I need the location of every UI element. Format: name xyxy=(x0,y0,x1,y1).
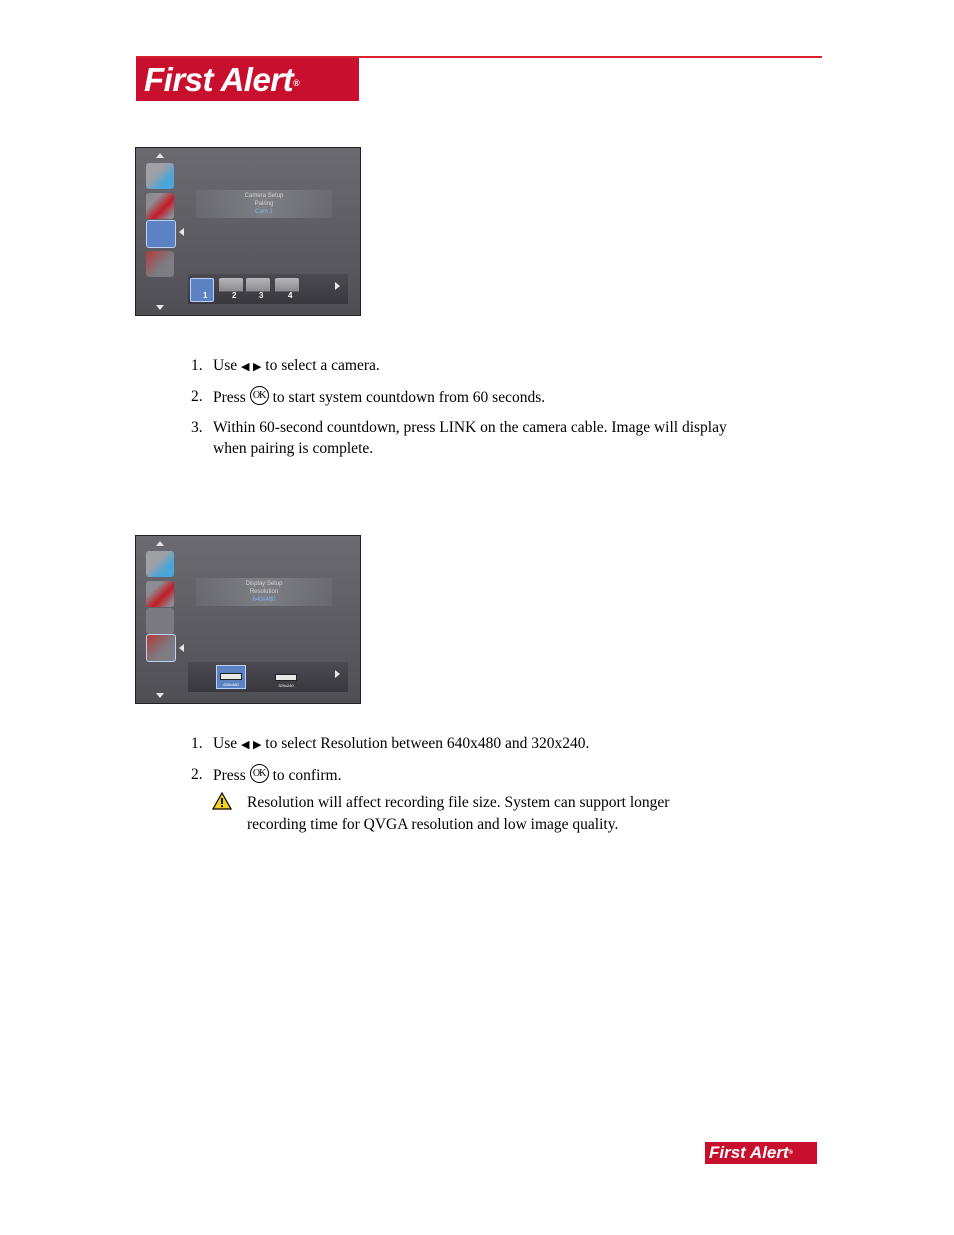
step-number: 3. xyxy=(191,419,203,436)
step-number: 2. xyxy=(191,766,203,783)
registered-mark: ® xyxy=(293,78,300,88)
setup-menu-column xyxy=(145,546,175,696)
brand-logo xyxy=(136,58,359,101)
step-text: to start system countdown from 60 seconds. xyxy=(272,389,546,406)
alarm-setup-icon xyxy=(146,193,174,219)
display-setup-icon xyxy=(146,634,176,662)
camera-select-bar xyxy=(188,274,348,304)
recording-setup-icon xyxy=(146,251,174,277)
left-right-arrow-icon: ◀ ▶ xyxy=(240,738,262,751)
ok-button-icon: OK xyxy=(250,764,269,783)
list-item xyxy=(191,764,751,786)
step-text: to select a camera. xyxy=(265,357,380,374)
camera-thumb-2: 2 xyxy=(219,278,243,302)
ok-button-icon: OK xyxy=(250,386,269,405)
info-line-value: 640x480 xyxy=(252,597,276,603)
scroll-down-icon xyxy=(156,305,164,310)
step-text: Within 60-second countdown, press LINK on the camera cable. Image will display when pairing is complete. xyxy=(213,419,727,457)
list-item xyxy=(191,386,751,408)
left-right-arrow-icon: ◀ ▶ xyxy=(240,360,262,373)
camera-thumb-4: 4 xyxy=(275,278,299,302)
brand-logo-text: First Alert xyxy=(144,61,294,98)
step-text: Use xyxy=(213,735,238,752)
selection-pointer-icon xyxy=(179,644,184,652)
footer-registered-mark: ® xyxy=(788,1150,794,1156)
setup-menu-column xyxy=(145,158,175,308)
step-text: to confirm. xyxy=(272,767,342,784)
camera-setup-icon xyxy=(146,551,174,577)
warning-text: Resolution will affect recording file size. System can support longer recording time for QVGA resolution and low image quality. xyxy=(247,794,670,833)
info-line-title: Camera Setup xyxy=(244,193,284,199)
list-item xyxy=(191,355,751,377)
pairing-menu-icon xyxy=(146,220,176,248)
resolution-option-640 xyxy=(216,665,246,689)
info-line-setting: Resolution xyxy=(249,589,279,595)
resolution-steps-list xyxy=(191,733,751,795)
info-line-setting: Pairing xyxy=(254,201,274,207)
step-number: 1. xyxy=(191,735,203,752)
footer-brand-logo xyxy=(705,1142,817,1164)
selection-pointer-icon xyxy=(179,228,184,236)
step-text: to select Resolution between 640x480 and 320x240. xyxy=(265,735,590,752)
resolution-info-box xyxy=(196,578,332,606)
step-text: Press xyxy=(213,767,246,784)
step-number: 1. xyxy=(191,357,203,374)
resolution-select-bar xyxy=(188,662,348,692)
camera-setup-icon xyxy=(146,163,174,189)
step-number: 2. xyxy=(191,388,203,405)
step-text: Press xyxy=(213,389,246,406)
warning-triangle-icon xyxy=(212,792,232,810)
list-item xyxy=(191,417,751,459)
info-line-title: Display Setup xyxy=(245,581,283,587)
list-item xyxy=(191,733,751,755)
scroll-down-icon xyxy=(156,693,164,698)
next-page-icon xyxy=(335,282,340,290)
resolution-chip: 320x240 xyxy=(275,674,297,681)
step-text: Use xyxy=(213,357,238,374)
footer-logo-text: First Alert xyxy=(709,1143,789,1162)
resolution-option-320 xyxy=(272,667,300,689)
pairing-info-box xyxy=(196,190,332,218)
info-line-value: Cam 1 xyxy=(255,209,273,215)
pairing-steps-list xyxy=(191,355,751,468)
camera-thumb-1: 1 xyxy=(190,278,214,302)
alarm-setup-icon xyxy=(146,581,174,607)
camera-thumb-3: 3 xyxy=(246,278,270,302)
warning-note xyxy=(212,792,732,836)
next-page-icon xyxy=(335,670,340,678)
resolution-screen-image xyxy=(135,535,361,704)
pairing-menu-icon xyxy=(146,608,174,634)
resolution-chip: 640x480 xyxy=(220,673,242,680)
pairing-screen-image xyxy=(135,147,361,316)
